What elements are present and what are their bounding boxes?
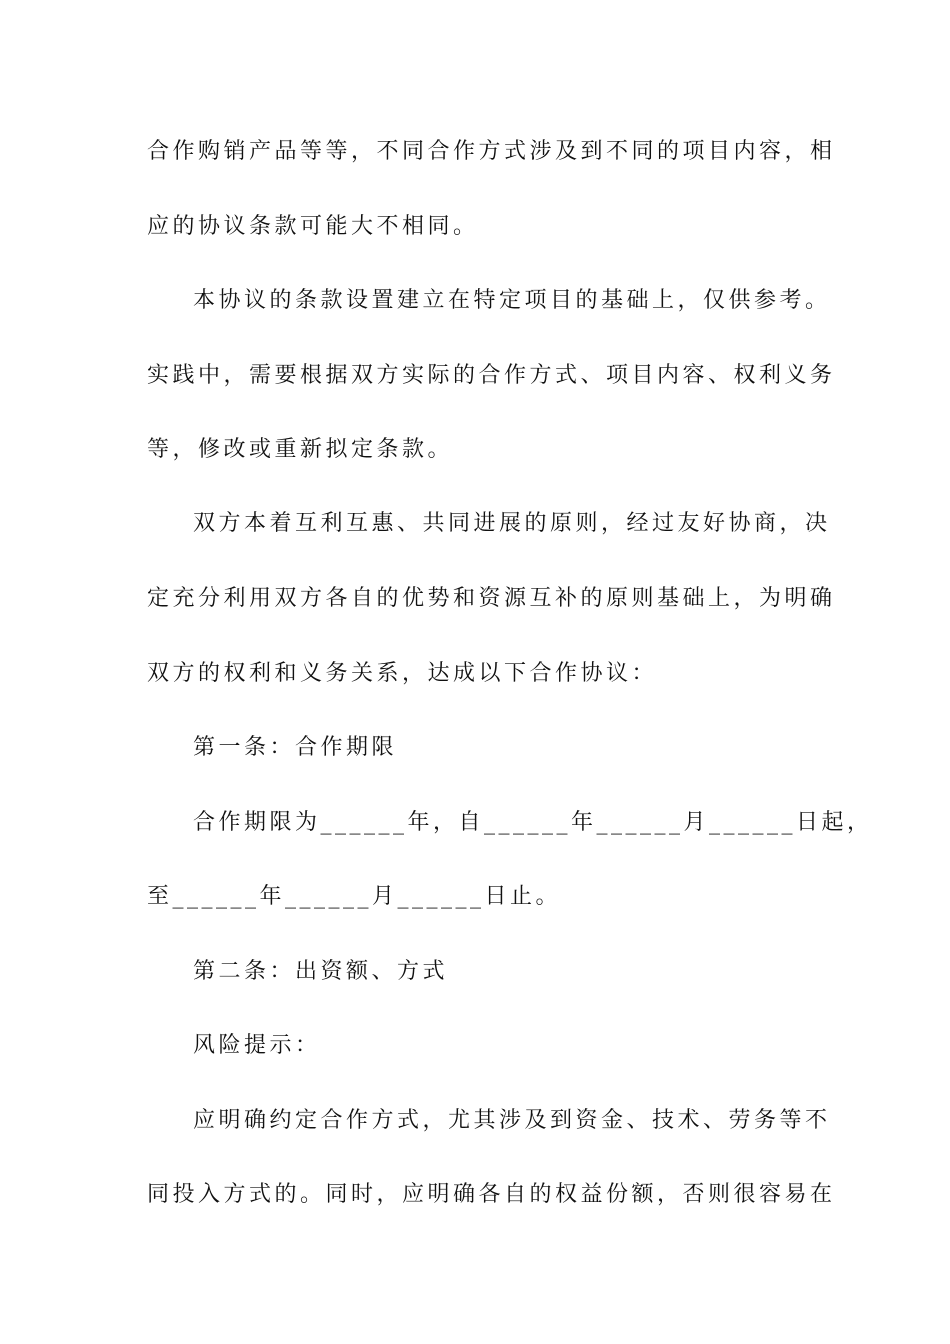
paragraph-line: 双方本着互利互惠、共同进展的原则，经过友好协商，决: [193, 511, 831, 536]
risk-notice-label: 风险提示：: [193, 1033, 321, 1058]
article-heading: 第二条：出资额、方式: [193, 959, 449, 984]
paragraph-line: 合作购销产品等等，不同合作方式涉及到不同的项目内容，相: [147, 139, 836, 164]
paragraph-line: 本协议的条款设置建立在特定项目的基础上，仅供参考。: [193, 288, 831, 313]
paragraph-line: 实践中，需要根据双方实际的合作方式、项目内容、权利义务: [147, 363, 836, 388]
paragraph-line: 同投入方式的。同时，应明确各自的权益份额，否则很容易在: [147, 1182, 836, 1207]
paragraph-line: 至______年______月______日止。: [147, 884, 562, 909]
paragraph-line: 应明确约定合作方式，尤其涉及到资金、技术、劳务等不: [193, 1108, 831, 1133]
article-heading: 第一条：合作期限: [193, 735, 398, 760]
paragraph-line: 合作期限为______年，自______年______月______日起，: [193, 810, 873, 835]
paragraph-line: 等，修改或重新拟定条款。: [147, 437, 454, 462]
paragraph-line: 应的协议条款可能大不相同。: [147, 214, 479, 239]
paragraph-line: 双方的权利和义务关系，达成以下合作协议：: [147, 661, 658, 686]
paragraph-line: 定充分利用双方各自的优势和资源互补的原则基础上，为明确: [147, 586, 836, 611]
